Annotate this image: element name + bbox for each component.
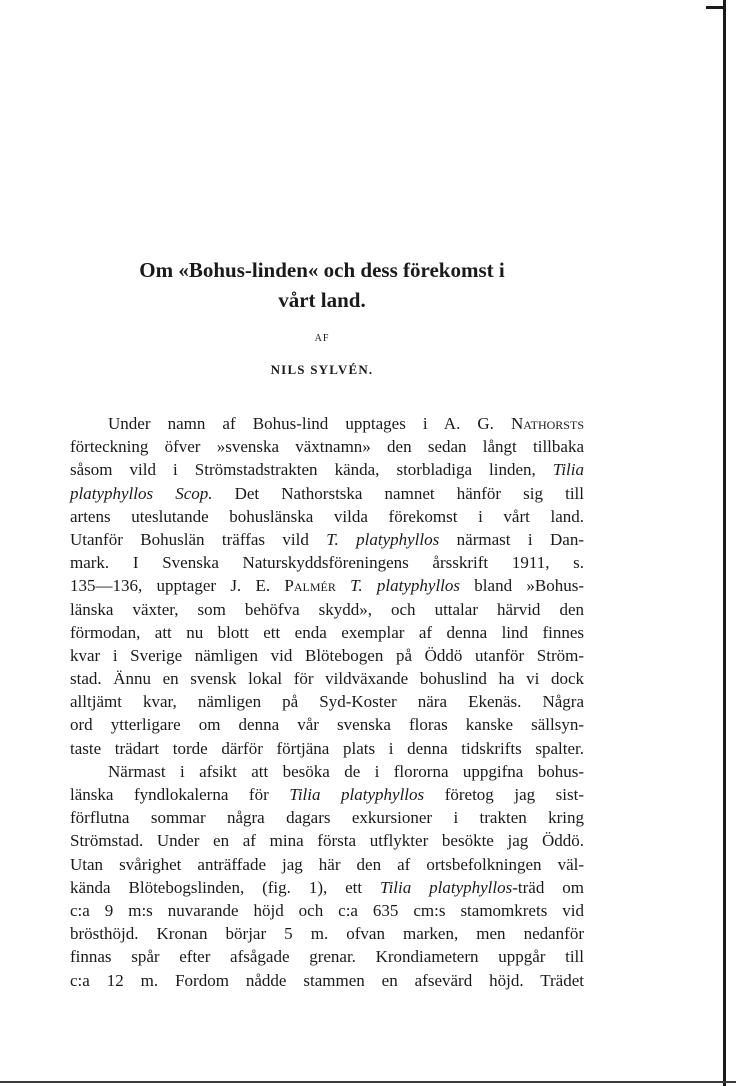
text-line: Närmast i afsikt att besöka de i florornа uppgifna bohus- <box>108 761 584 781</box>
text-line: platyphyllos Scop. Det Nathorstska namnet hänför sig till <box>70 483 584 503</box>
title-line-2: vårt land. <box>278 288 366 312</box>
text-line: taste trädart torde därför förtjäna plats i denna tidskrifts spalter. <box>70 738 584 758</box>
body-text <box>70 412 584 992</box>
text-line: förflutna sommar några dagars exkursioner i trakten kring <box>70 808 584 828</box>
text-line: Utan svårighet anträffade jag här den af ortsbefolkningen väl- <box>70 854 584 874</box>
small-caps-name: Palmér <box>284 576 336 596</box>
text-line: länska växter, som behöfva skydd», och uttalar härvid den <box>70 599 584 619</box>
text-line: 135—136, upptager J. E. Palmér T. platyphyllos bland »Bohus- <box>70 576 584 596</box>
italic-term: platyphyllos Scop. <box>70 483 213 503</box>
italic-term: T. platyphyllos <box>350 576 461 596</box>
page-edge-corner <box>706 6 723 9</box>
text-line: kända Blötebogslinden, (fig. 1), ett Tilia platyphyllos-träd om <box>70 877 584 897</box>
text-line: Utanför Bohuslän träffas vild T. platyphyllos närmast i Dan- <box>70 529 584 549</box>
text-line: alltjämt kvar, nämligen på Syd-Koster nära Ekenäs. Några <box>70 692 584 712</box>
text-line: mark. I Svenska Naturskyddsföreningens årsskrift 1911, s. <box>70 553 584 573</box>
article-title <box>82 255 562 315</box>
text-line: kvar i Sverige nämligen vid Blötebogen på Öddö utanför Ström- <box>70 645 584 665</box>
small-caps-name: Nathorsts <box>511 414 584 433</box>
text-line: finnas spår efter afsågade grenar. Krondiametern uppgår till <box>70 947 584 967</box>
page-edge-bottom <box>0 1081 736 1083</box>
text-line: länska fyndlokalerna för Tilia platyphyllos företog jag sist- <box>70 785 584 804</box>
text-line: c:a 9 m:s nuvarande höjd och c:a 635 cm:s stamomkrets vid <box>70 900 584 920</box>
title-line-1: Om «Bohus-linden« och dess förekomst i <box>139 258 505 282</box>
text-line: förmodan, att nu blott ett enda exemplar af denna lind finnes <box>70 622 584 642</box>
text-line: stad. Ännu en svensk lokal för vildväxande bohuslind ha vi dock <box>70 669 584 689</box>
text-line: c:a 12 m. Fordom nådde stammen en afsevärd höjd. Trädet <box>70 970 584 990</box>
italic-term: T. platyphyllos <box>326 529 440 549</box>
italic-term: Tilia platyphyllos <box>289 785 425 804</box>
italic-term: Tilia <box>552 460 584 480</box>
text-line: såsom vild i Strömstadstrakten kända, storbladiga linden, Tilia <box>70 460 584 480</box>
page-edge-right <box>723 0 726 1086</box>
text-line: ord ytterligare om denna vår svenska floras kanske sällsyn- <box>70 715 584 735</box>
italic-term: Tilia platyphyllos <box>380 877 513 897</box>
text-line: förteckning öfver »svenska växtnamn» den sedan långt tillbaka <box>70 437 584 457</box>
byline-prefix: AF <box>314 333 330 344</box>
text-line: artens uteslutande bohuslänska vilda förekomst i vårt land. <box>70 506 584 526</box>
author-name: NILS SYLVÉN. <box>270 362 374 377</box>
text-line: brösthöjd. Kronan börjar 5 m. ofvan marken, men nedanför <box>70 924 584 944</box>
text-line: Under namn af Bohus-lind upptages i A. G. Nathorsts <box>108 414 584 433</box>
text-line: Strömstad. Under en af mina första utflykter besökte jag Öddö. <box>70 831 584 851</box>
